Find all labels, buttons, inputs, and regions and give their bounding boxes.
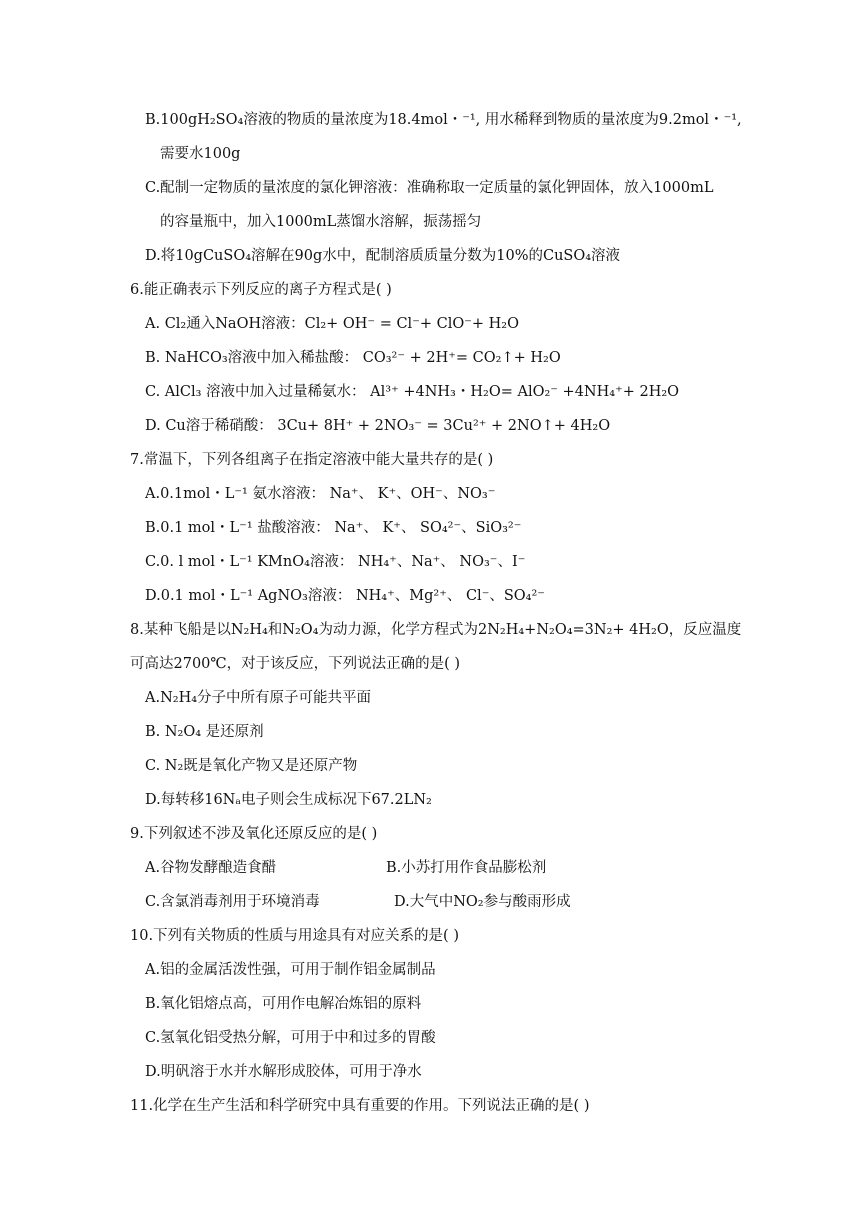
q6-stem: 6.能正确表示下列反应的离子方程式是( )	[130, 282, 392, 298]
q6-option-c: C. AlCl₃ 溶液中加入过量稀氨水： Al³⁺ +4NH₃・H₂O= AlO₂⁻ +4NH₄⁺+ 2H₂O	[145, 384, 680, 400]
q8-stem-line1: 8.某种飞船是以N₂H₄和N₂O₄为动力源，化学方程式为2N₂H₄+N₂O₄=3N₂+ 4H₂O，反应温度	[130, 622, 742, 638]
q7-stem: 7.常温下，下列各组离子在指定溶液中能大量共存的是( )	[130, 452, 494, 468]
q10-option-b: B.氧化铝熔点高，可用作电解冶炼铝的原料	[145, 996, 422, 1012]
q8-option-c: C. N₂既是氧化产物又是还原产物	[145, 758, 358, 774]
q5-option-b-line1: B.100gH₂SO₄溶液的物质的量浓度为18.4mol・⁻¹, 用水稀释到物质的量浓度为9.2mol・⁻¹,	[145, 112, 742, 128]
q7-option-c: C.0. l mol・L⁻¹ KMnO₄溶液： NH₄⁺、Na⁺、 NO₃⁻、I⁻	[145, 554, 526, 570]
q10-stem: 10.下列有关物质的性质与用途具有对应关系的是( )	[130, 928, 459, 944]
q8-stem-line2: 可高达2700℃，对于该反应，下列说法正确的是( )	[130, 656, 461, 672]
q6-option-a: A. Cl₂通入NaOH溶液：Cl₂+ OH⁻ = Cl⁻+ ClO⁻+ H₂O	[145, 316, 519, 332]
q5-option-b-line2: 需要水100g	[160, 146, 241, 162]
q5-option-c-line1: C.配制一定物质的量浓度的氯化钾溶液：准确称取一定质量的氯化钾固体，放入1000mL	[145, 180, 714, 196]
q7-option-a: A.0.1mol・L⁻¹ 氨水溶液： Na⁺、 K⁺、OH⁻、NO₃⁻	[145, 486, 496, 502]
q8-option-d: D.每转移16Nₐ电子则会生成标况下67.2LN₂	[145, 792, 432, 808]
q8-option-b: B. N₂O₄ 是还原剂	[145, 724, 264, 740]
q9-option-a: A.谷物发酵酿造食醋	[145, 860, 277, 876]
q7-option-d: D.0.1 mol・L⁻¹ AgNO₃溶液： NH₄⁺、Mg²⁺、 Cl⁻、SO₄²⁻	[145, 588, 545, 604]
q11-stem: 11.化学在生产生活和科学研究中具有重要的作用。下列说法正确的是( )	[130, 1098, 590, 1114]
q5-option-d: D.将10gCuSO₄溶解在90g水中，配制溶质质量分数为10%的CuSO₄溶液	[145, 248, 621, 264]
q6-option-d: D. Cu溶于稀硝酸： 3Cu+ 8H⁺ + 2NO₃⁻ = 3Cu²⁺ + 2NO↑+ 4H₂O	[145, 418, 611, 434]
q9-option-b: B.小苏打用作食品膨松剂	[386, 860, 547, 876]
q5-option-c-line2: 的容量瓶中，加入1000mL蒸馏水溶解，振荡摇匀	[160, 214, 482, 230]
q10-option-c: C.氢氧化铝受热分解，可用于中和过多的胃酸	[145, 1030, 436, 1046]
q9-option-c: C.含氯消毒剂用于环境消毒	[145, 894, 320, 910]
q10-option-d: D.明矾溶于水并水解形成胶体，可用于净水	[145, 1064, 422, 1080]
q8-option-a: A.N₂H₄分子中所有原子可能共平面	[145, 690, 372, 706]
q9-option-d: D.大气中NO₂参与酸雨形成	[394, 894, 571, 910]
q6-option-b: B. NaHCO₃溶液中加入稀盐酸： CO₃²⁻ + 2H⁺= CO₂↑+ H₂O	[145, 350, 561, 366]
q10-option-a: A.铝的金属活泼性强，可用于制作铝金属制品	[145, 962, 436, 978]
q9-stem: 9.下列叙述不涉及氧化还原反应的是( )	[130, 826, 378, 842]
q7-option-b: B.0.1 mol・L⁻¹ 盐酸溶液： Na⁺、 K⁺、 SO₄²⁻、SiO₃²⁻	[145, 520, 522, 536]
